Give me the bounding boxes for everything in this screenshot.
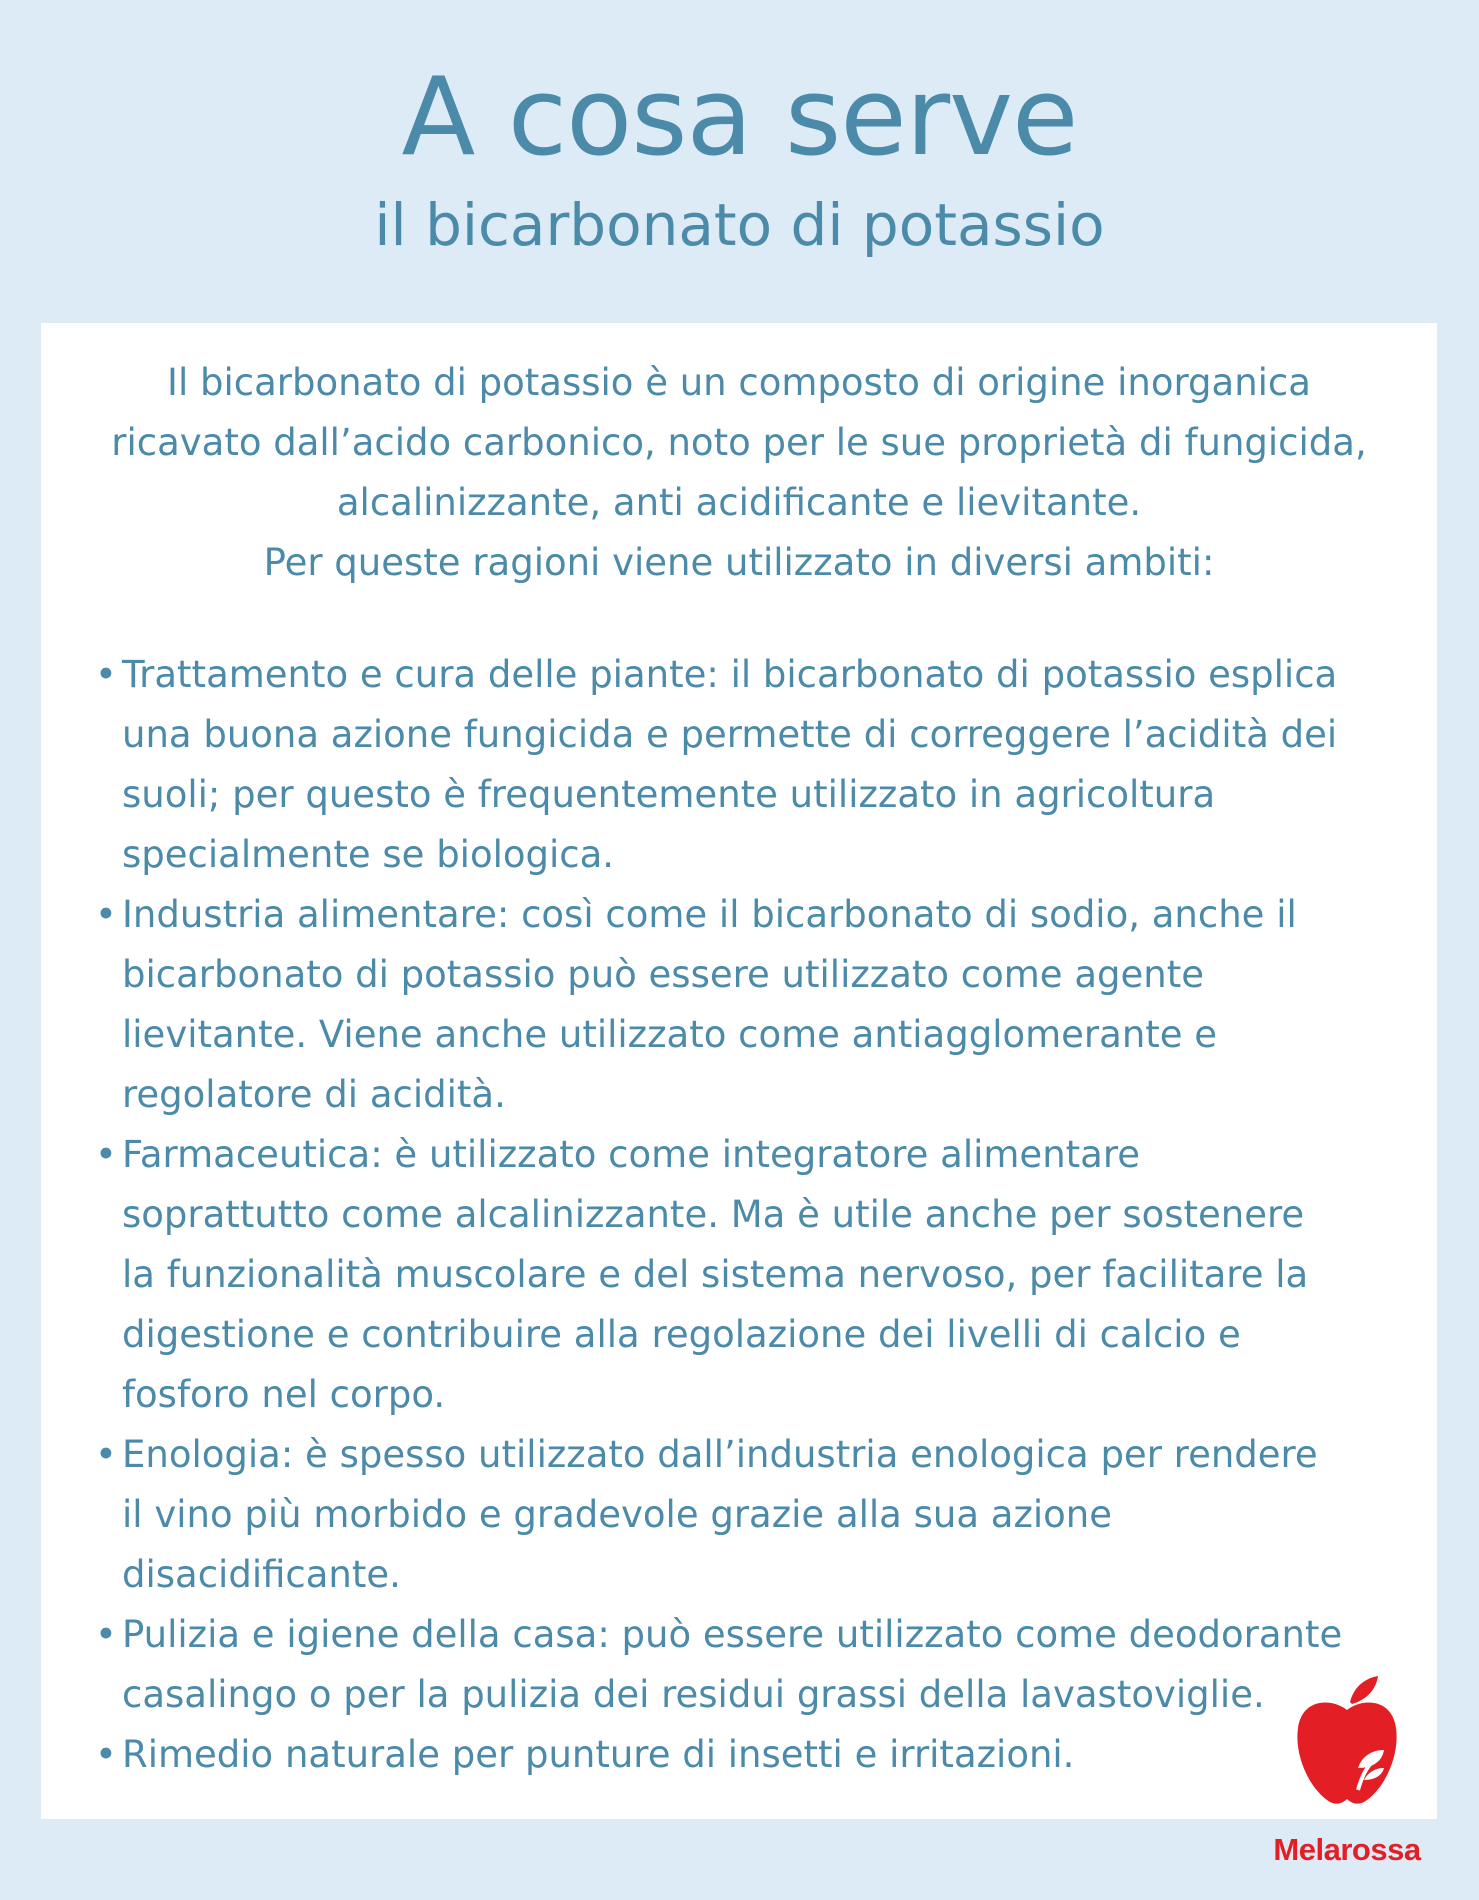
list-item [95,1725,1395,1785]
list-item-line: Enologia: è spesso utilizzato dall’industria enologica per rendere [122,1433,1318,1476]
bullet: • [95,1433,117,1476]
list-item-line: Pulizia e igiene della casa: può essere utilizzato come deodorante [122,1613,1343,1656]
list-item-line: specialmente se biologica. [122,833,615,876]
list-item-line: lievitante. Viene anche utilizzato come antiagglomerante e [122,1013,1218,1056]
list-item [95,1125,1395,1425]
list-item-line: regolatore di acidità. [122,1073,506,1116]
list-item-line: disacidificante. [122,1553,401,1596]
list-item-line: Farmaceutica: è utilizzato come integratore alimentare [122,1133,1140,1176]
uses-list [95,645,1395,1785]
bullet: • [95,1133,117,1176]
list-item-line: soprattutto come alcalinizzante. Ma è utile anche per sostenere [122,1193,1305,1236]
content-card [41,323,1437,1819]
bullet: • [95,1733,117,1776]
list-item [95,885,1395,1125]
apple-icon [1292,1672,1402,1812]
intro-paragraph [101,353,1377,593]
intro-line: Per queste ragioni viene utilizzato in diversi ambiti: [263,541,1215,584]
list-item-line: suoli; per questo è frequentemente utilizzato in agricoltura [122,773,1216,816]
list-item-line: fosforo nel corpo. [122,1373,446,1416]
list-item-line: Rimedio naturale per punture di insetti e irritazioni. [122,1733,1075,1776]
list-item-line: il vino più morbido e gradevole grazie alla sua azione [122,1493,1113,1536]
brand-logo [1252,1672,1442,1882]
page-title: A cosa serve [401,55,1078,180]
list-item-line: bicarbonato di potassio può essere utilizzato come agente [122,953,1204,996]
list-item-line: Trattamento e cura delle piante: il bicarbonato di potassio esplica [122,653,1338,696]
brand-name: Melarossa [1273,1832,1421,1867]
bullet: • [95,1613,117,1656]
intro-line: ricavato dall’acido carbonico, noto per le sue proprietà di fungicida, [111,421,1367,464]
list-item-line: digestione e contribuire alla regolazione dei livelli di calcio e [122,1313,1241,1356]
list-item [95,645,1395,885]
intro-line: Il bicarbonato di potassio è un composto di origine inorganica [167,361,1311,404]
list-item-line: casalingo o per la pulizia dei residui grassi della lavastoviglie. [122,1673,1265,1716]
list-item [95,1605,1395,1725]
list-item-line: Industria alimentare: così come il bicarbonato di sodio, anche il [122,893,1297,936]
list-item [95,1425,1395,1605]
intro-line: alcalinizzante, anti acidificante e lievitante. [336,481,1142,524]
bullet: • [95,653,117,696]
page-subtitle: il bicarbonato di potassio [374,191,1105,259]
list-item-line: una buona azione fungicida e permette di correggere l’acidità dei [122,713,1338,756]
bullet: • [95,893,117,936]
list-item-line: la funzionalità muscolare e del sistema nervoso, per facilitare la [122,1253,1309,1296]
